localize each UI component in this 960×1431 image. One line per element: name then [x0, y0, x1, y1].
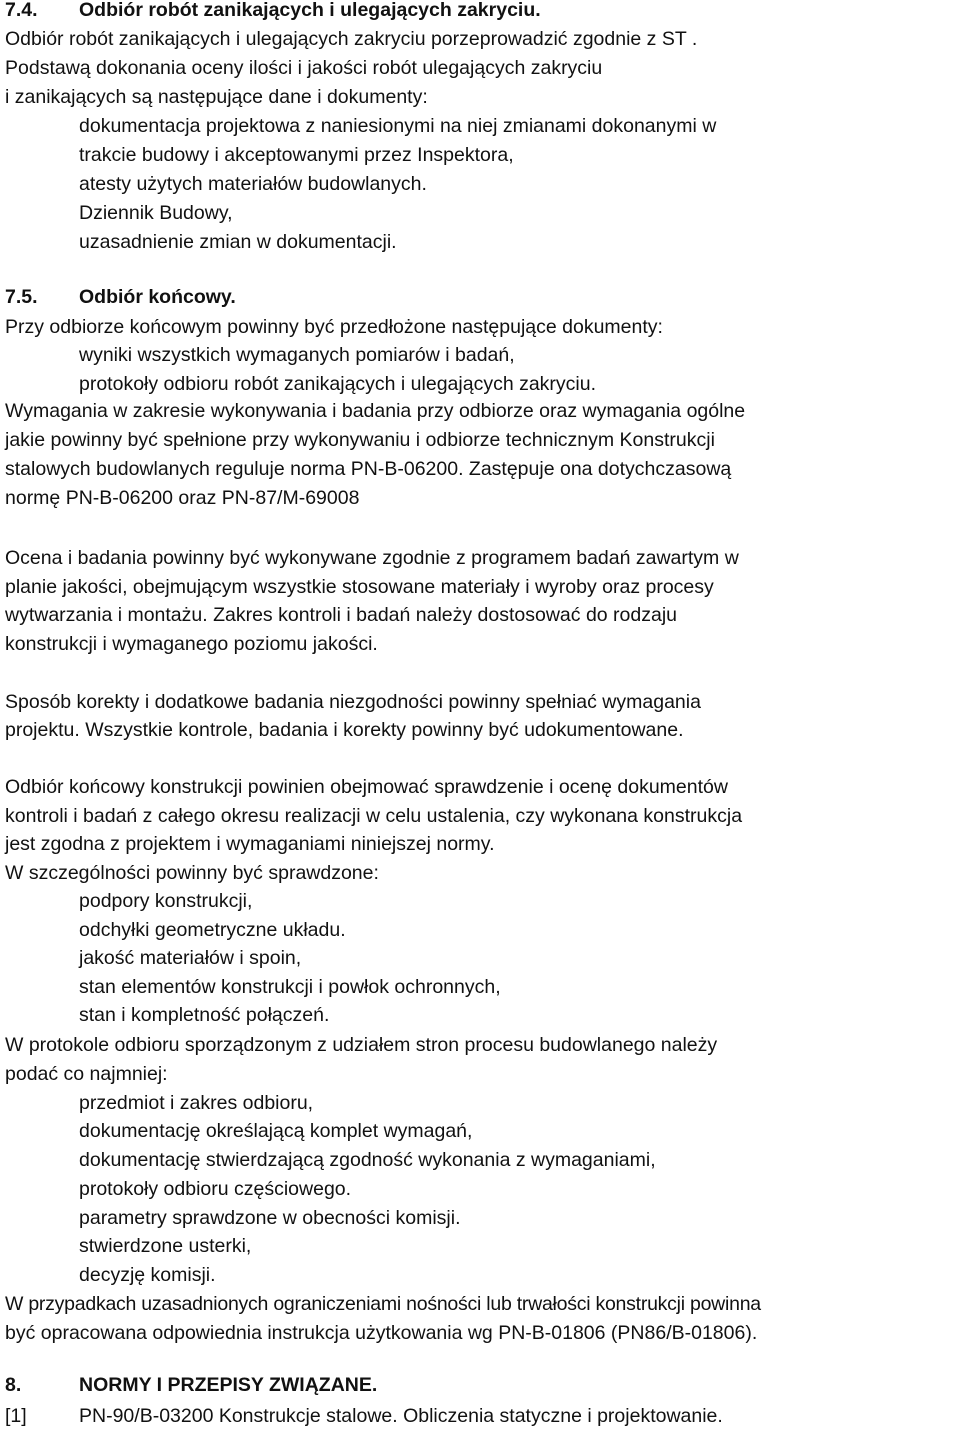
paragraph-line: podać co najmniej:	[5, 1063, 168, 1085]
section-title: NORMY I PRZEPISY ZWIĄZANE.	[79, 1374, 378, 1396]
reference-label: [1]	[5, 1405, 27, 1427]
list-item: dokumentacja projektowa z naniesionymi na niej zmianami dokonanymi w	[79, 115, 717, 137]
list-item: jakość materiałów i spoin,	[79, 947, 302, 969]
paragraph-line: W przypadkach uzasadnionych ograniczeniami nośności lub trwałości konstrukcji powinna	[5, 1293, 761, 1315]
list-item: parametry sprawdzone w obecności komisji.	[79, 1207, 461, 1229]
section-number: 7.4.	[5, 0, 38, 21]
section-number: 8.	[5, 1374, 22, 1396]
paragraph-line: W protokole odbioru sporządzonym z udziałem stron procesu budowlanego należy	[5, 1034, 718, 1056]
paragraph-line: stalowych budowlanych reguluje norma PN-B-06200. Zastępuje ona dotychczasową	[5, 458, 732, 480]
list-item: wyniki wszystkich wymaganych pomiarów i badań,	[79, 344, 515, 366]
paragraph-line: konstrukcji i wymaganego poziomu jakości.	[5, 633, 378, 655]
paragraph-line: Sposób korekty i dodatkowe badania niezgodności powinny spełniać wymagania	[5, 691, 701, 713]
section-heading-8	[5, 1371, 377, 1400]
paragraph-line: Odbiór robót zanikających i ulegających zakryciu porzeprowadzić zgodnie z ST .	[5, 28, 698, 50]
list-item: protokoły odbioru robót zanikających i ulegających zakryciu.	[79, 373, 597, 395]
list-item: przedmiot i zakres odbioru,	[79, 1092, 314, 1114]
list-item: stwierdzone usterki,	[79, 1235, 252, 1257]
list-item: odchyłki geometryczne układu.	[79, 919, 346, 941]
list-item: atesty użytych materiałów budowlanych.	[79, 173, 427, 195]
reference-text: PN-90/B-03200 Konstrukcje stalowe. Obliczenia statyczne i projektowanie.	[79, 1405, 723, 1427]
section-heading-7-5	[5, 283, 236, 312]
paragraph-line: Ocena i badania powinny być wykonywane zgodnie z programem badań zawartym w	[5, 547, 739, 569]
list-item: podpory konstrukcji,	[79, 890, 253, 912]
list-item: stan i kompletność połączeń.	[79, 1004, 330, 1026]
paragraph-line: jakie powinny być spełnione przy wykonywaniu i odbiorze technicznym Konstrukcji	[5, 429, 715, 451]
list-item: dokumentację określającą komplet wymagań,	[79, 1120, 473, 1142]
paragraph-line: Podstawą dokonania oceny ilości i jakości robót ulegających zakryciu	[5, 57, 603, 79]
section-title: Odbiór końcowy.	[79, 286, 236, 308]
list-item: trakcie budowy i akceptowanymi przez Inspektora,	[79, 144, 514, 166]
list-item: dokumentację stwierdzającą zgodność wykonania z wymaganiami,	[79, 1149, 656, 1171]
list-item: uzasadnienie zmian w dokumentacji.	[79, 231, 397, 253]
section-title: Odbiór robót zanikających i ulegających zakryciu.	[79, 0, 541, 21]
paragraph-line: Odbiór końcowy konstrukcji powinien obejmować sprawdzenie i ocenę dokumentów	[5, 776, 728, 798]
section-number: 7.5.	[5, 286, 38, 308]
list-item: protokoły odbioru częściowego.	[79, 1178, 352, 1200]
paragraph-line: planie jakości, obejmującym wszystkie stosowane materiały i wyroby oraz procesy	[5, 576, 714, 598]
paragraph-line: Przy odbiorze końcowym powinny być przedłożone następujące dokumenty:	[5, 316, 663, 338]
reference-item	[5, 1402, 723, 1431]
paragraph-line: być opracowana odpowiednia instrukcja użytkowania wg PN-B-01806 (PN86/B-01806).	[5, 1322, 758, 1344]
paragraph-line: W szczególności powinny być sprawdzone:	[5, 862, 379, 884]
paragraph-line: normę PN-B-06200 oraz PN-87/M-69008	[5, 487, 360, 509]
paragraph-line: kontroli i badań z całego okresu realizacji w celu ustalenia, czy wykonana konstrukcja	[5, 805, 743, 827]
paragraph-line: projektu. Wszystkie kontrole, badania i korekty powinny być udokumentowane.	[5, 719, 684, 741]
list-item: Dziennik Budowy,	[79, 202, 233, 224]
paragraph-line: i zanikających są następujące dane i dokumenty:	[5, 86, 428, 108]
paragraph-line: jest zgodna z projektem i wymaganiami niniejszej normy.	[5, 833, 495, 855]
list-item: stan elementów konstrukcji i powłok ochronnych,	[79, 976, 501, 998]
paragraph-line: wytwarzania i montażu. Zakres kontroli i badań należy dostosować do rodzaju	[5, 604, 678, 626]
section-heading-7-4	[5, 0, 541, 25]
paragraph-line: Wymagania w zakresie wykonywania i badania przy odbiorze oraz wymagania ogólne	[5, 400, 746, 422]
list-item: decyzję komisji.	[79, 1264, 216, 1286]
